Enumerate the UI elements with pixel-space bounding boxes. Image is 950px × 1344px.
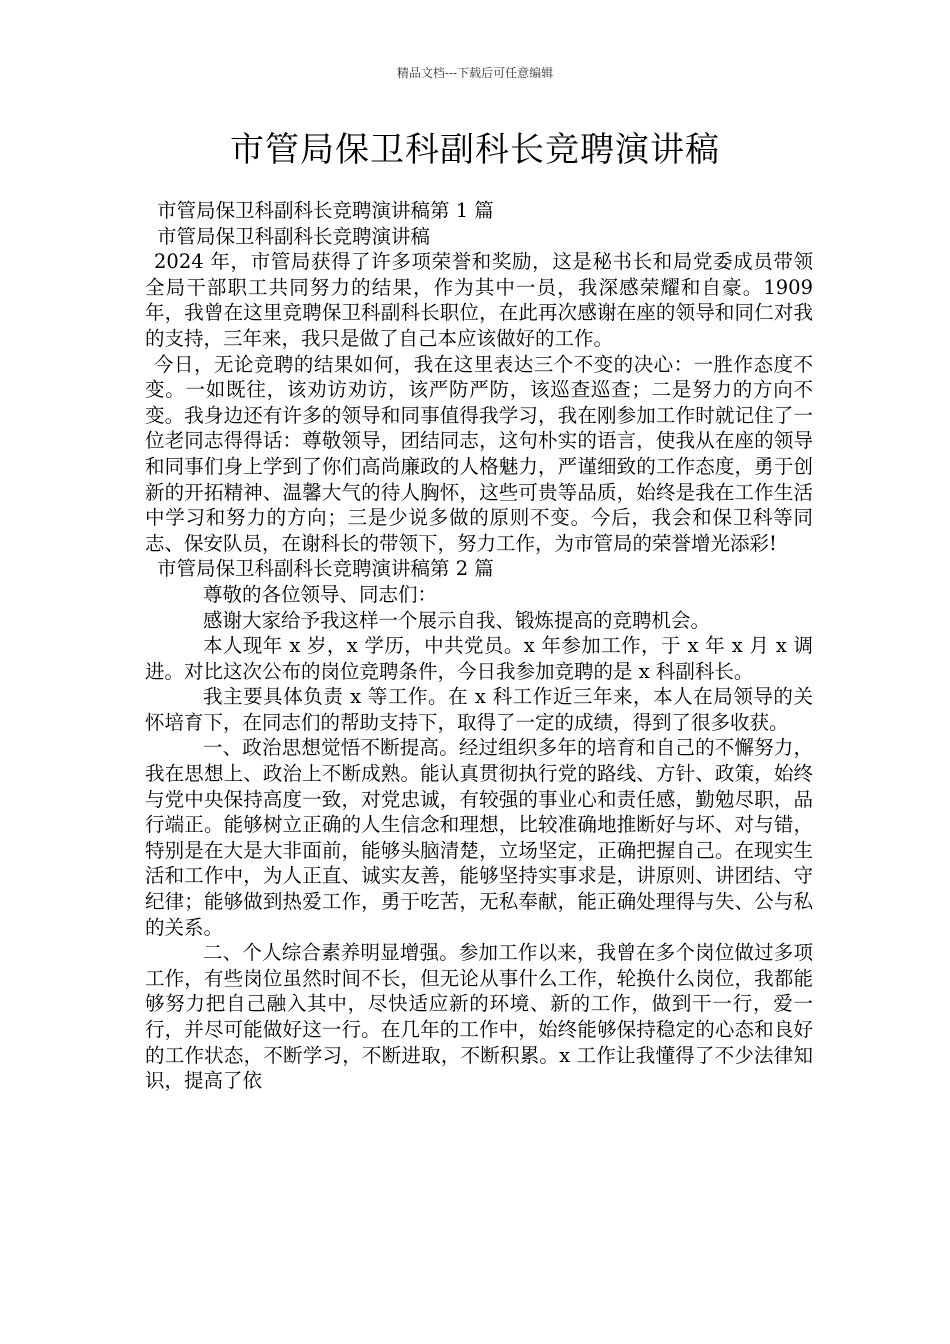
body-paragraph: 我主要具体负责 x 等工作。在 x 科工作近三年来，本人在局领导的关怀培育下，在同志们的帮助支持下，取得了一定的成绩，得到了很多收获。 — [145, 685, 813, 734]
body-paragraph: 二、个人综合素养明显增强。参加工作以来，我曾在多个岗位做过多项工作，有些岗位虽然时间不长，但无论从事什么工作，轮换什么岗位，我都能够努力把自己融入其中，尽快适应新的环境、新的工作，做到干一行，爱一行，并尽可能做好这一行。在几年的工作中，始终能够保持稳定的心态和良好的工作状态，不断学习，不断进取，不断积累。x 工作让我懂得了不少法律知识，提高了依 — [145, 941, 813, 1093]
body-paragraph: 今日，无论竞聘的结果如何，我在这里表达三个不变的决心：一胜作态度不变。一如既往，该劝访劝访，该严防严防，该巡查巡查；二是努力的方向不变。我身边还有许多的领导和同事值得我学习，我在刚参加工作时就记住了一位老同志得得话：尊敬领导，团结同志，这句朴实的语言，使我从在座的领导和同事们身上学到了你们高尚廉政的人格魅力，严谨细致的工作态度，勇于创新的开拓精神、温馨大气的待人胸怀，这些可贵等品质，始终是我在工作生活中学习和努力的方向；三是少说多做的原则不变。今后，我会和保卫科等同志、保安队员，在谢科长的带领下，努力工作，为市管局的荣誉增光添彩! — [145, 352, 813, 555]
section-heading: 市管局保卫科副科长竞聘演讲稿第 1 篇 — [157, 199, 494, 222]
section-heading: 市管局保卫科副科长竞聘演讲稿第 2 篇 — [157, 557, 494, 581]
document-body — [145, 198, 813, 1094]
body-paragraph: 本人现年 x 岁，x 学历，中共党员。x 年参加工作，于 x 年 x 月 x 调进。对比这次公布的岗位竞聘条件，今日我参加竞聘的是 x 科副科长。 — [145, 634, 813, 683]
salutation: 尊敬的各位领导、同志们： — [203, 582, 438, 606]
body-paragraph: 感谢大家给予我这样一个展示自我、锻炼提高的竞聘机会。 — [203, 608, 711, 632]
body-paragraph: 一、政治思想觉悟不断提高。经过组织多年的培育和自己的不懈努力，我在思想上、政治上不断成熟。能认真贯彻执行党的路线、方针、政策，始终与党中央保持高度一致，对党忠诚，有较强的事业心和责任感，勤勉尽职，品行端正。能够树立正确的人生信念和理想，比较准确地推断好与坏、对与错，特别是在大是大非面前，能够头脑清楚，立场坚定，正确把握自己。在现实生活和工作中，为人正直、诚实友善，能够坚持实事求是，讲原则、讲团结、守纪律；能够做到热爱工作，勇于吃苦，无私奉献，能正确处理得与失、公与私的关系。 — [145, 736, 813, 939]
speech-title: 市管局保卫科副科长竞聘演讲稿 — [157, 224, 431, 248]
body-paragraph: 2024 年，市管局获得了许多项荣誉和奖励，这是秘书长和局党委成员带领全局干部职工共同努力的结果，作为其中一员，我深感荣耀和自豪。1909 年，我曾在这里竞聘保卫科副科长职位，在此再次感谢在座的领导和同仁对我的支持，三年来，我只是做了自己本应该做好的工作。 — [145, 250, 813, 350]
header-note: 精品文档---下载后可任意编辑 — [396, 66, 554, 80]
document-title: 市管局保卫科副科长竞聘演讲稿 — [230, 130, 720, 170]
